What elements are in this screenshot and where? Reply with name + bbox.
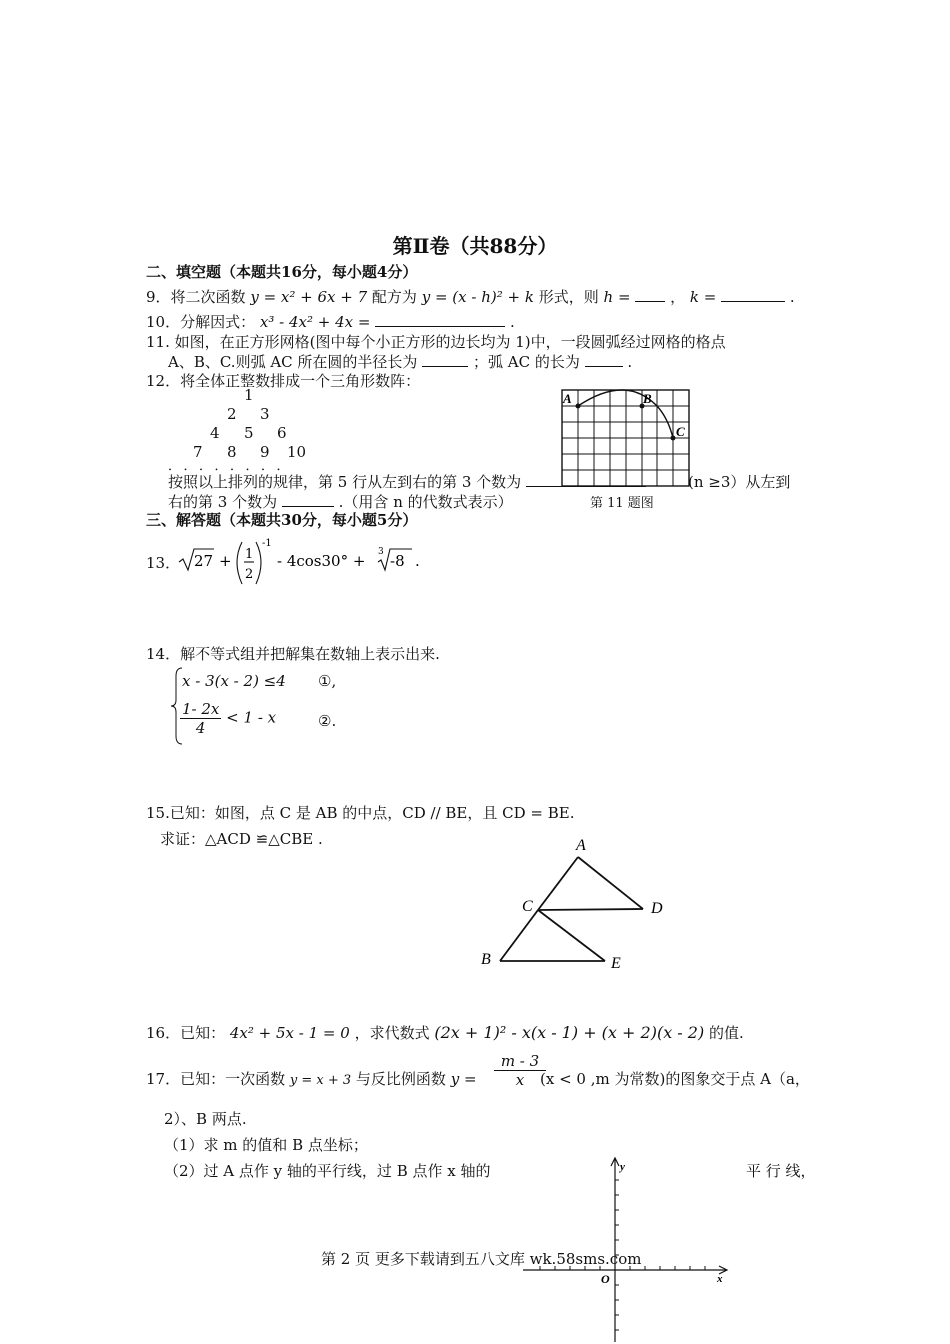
q17-line1-pre: 17．已知：一次函数: [146, 1070, 286, 1088]
question-10: [146, 311, 515, 332]
q13-sqrt-arg: 27: [194, 552, 214, 570]
page-footer: 第 2 页 更多下载请到五八文库 wk.58sms.com: [321, 1250, 642, 1268]
q10-end: .: [509, 313, 515, 331]
q10-expr: x³ - 4x² + 4x =: [259, 313, 371, 331]
q10-prefix: 10．分解因式：: [146, 313, 256, 331]
q12-cell: 4: [210, 424, 220, 442]
q14-frac-num: 1- 2x: [182, 700, 220, 718]
q17-axis-y-label: y: [620, 1161, 625, 1173]
section-heading-fill-in: 二、填空题（本题共16分，每小题4分）: [146, 263, 418, 281]
q15-line1: 15.已知：如图，点 C 是 AB 的中点，CD // BE，且 CD = BE.: [146, 804, 575, 822]
q9-sep: ，: [670, 288, 686, 306]
q17-origin-label: O: [601, 1272, 610, 1286]
q11-line1: 11. 如图，在正方形网格(图中每个小正方形的边长均为 1)中，一段圆弧经过网格的格点: [146, 333, 726, 351]
q17-cond: (x < 0 ,m 为常数)的图象交于点 A（a，: [540, 1070, 810, 1088]
q11-point-a: [576, 404, 581, 409]
q17-linear: y = x + 3: [289, 1073, 352, 1088]
q9-suffix: 形式，则: [538, 288, 599, 306]
q11-line2-end: .: [627, 353, 633, 371]
q13-exp: -1: [262, 538, 272, 549]
q11-label-a: A: [563, 391, 572, 406]
q16-eq: 4x² + 5x - 1 = 0: [229, 1024, 350, 1042]
q14-tag2: ②.: [318, 712, 337, 730]
q13-cube-arg: -8: [390, 552, 405, 570]
q13-end: .: [415, 552, 420, 570]
q17-part2-end: 平 行 线，: [746, 1162, 816, 1180]
q9-k-blank[interactable]: [721, 287, 785, 302]
q11-label-c: C: [676, 424, 685, 439]
q17-frac: [494, 1052, 546, 1089]
q13-rest: - 4cos30° +: [277, 552, 366, 570]
q13-frac-den: 2: [245, 567, 254, 582]
q17-axis-x-label: x: [717, 1273, 723, 1285]
q11-radius-blank[interactable]: [422, 352, 468, 367]
q12-line3-pre: 右的第 3 个数为: [168, 493, 278, 511]
q11-point-c: [671, 436, 676, 441]
q14-ineq2: [180, 700, 276, 737]
q12-number-triangle: [190, 386, 330, 466]
q14-ineq1: x - 3(x - 2) ≤4: [182, 672, 286, 690]
q17-part1: （1）求 m 的值和 B 点坐标；: [164, 1136, 368, 1154]
q9-k-label: k =: [689, 288, 717, 306]
q15-label-b: B: [481, 951, 491, 968]
section-heading-answer: 三、解答题（本题共30分，每小题5分）: [146, 511, 418, 529]
q16-mid: ，求代数式: [354, 1024, 430, 1042]
q12-line1: 12．将全体正整数排成一个三角形数阵：: [146, 372, 421, 390]
q14-frac: [180, 700, 221, 737]
q13-expression: [176, 534, 436, 590]
q17-line2: 2）、B 两点.: [164, 1110, 247, 1128]
q14-ineq2-rest: < 1 - x: [226, 708, 277, 727]
q15-seg-cb: [500, 910, 538, 961]
q17-coordinate-axes: [505, 1152, 745, 1342]
question-9: [146, 286, 795, 307]
q12-cell: 5: [244, 424, 254, 442]
q12-dots: ．．．．．．．．: [168, 459, 299, 474]
q12-cell: 10: [287, 443, 307, 461]
q13-plus: +: [219, 552, 232, 570]
q17-frac-den: x: [515, 1071, 525, 1089]
q11-line2-mid: ；弧 AC 的长为: [472, 353, 580, 371]
q12-blank-1[interactable]: [526, 472, 646, 487]
q12-cell: 9: [260, 443, 270, 461]
q14-tag1: ①,: [318, 672, 337, 690]
q17-line1-mid: 与反比例函数: [355, 1070, 446, 1088]
q10-blank[interactable]: [375, 312, 505, 327]
q11-caption: 第 11 题图: [590, 496, 654, 511]
q14-frac-den: 4: [195, 719, 206, 737]
q11-line2-pre: A、B、C.则弧 AC 所在圆的半径长为: [168, 353, 418, 371]
q9-h-blank[interactable]: [635, 287, 665, 302]
q12-line3-end: .（用含 n 的代数式表示）: [338, 493, 513, 511]
q17-part2-pre: （2）过 A 点作 y 轴的平行线，过 B 点作 x 轴的: [164, 1162, 491, 1180]
q15-line2: 求证：△ACD ≌△CBE .: [160, 830, 323, 848]
q17-frac-num: m - 3: [494, 1052, 546, 1071]
q12-cell: 6: [277, 424, 287, 442]
q15-triangle-figure: [475, 834, 675, 974]
q16-num: 16．已知：: [146, 1024, 226, 1042]
q13-cube-index: 3: [378, 547, 384, 557]
q17-y-eq: y =: [450, 1070, 477, 1088]
q15-label-a: A: [576, 837, 586, 854]
q15-seg-ad: [578, 857, 643, 909]
q15-seg-cd: [538, 909, 643, 910]
q15-seg-ce: [538, 910, 605, 961]
q11-arc-blank[interactable]: [585, 352, 623, 367]
q12-cell: 3: [260, 405, 270, 423]
q12-blank-2[interactable]: [282, 492, 334, 507]
q14-text: 14．解不等式组并把解集在数轴上表示出来.: [146, 645, 440, 663]
q13-frac-num: 1: [245, 547, 254, 562]
q12-cell: 2: [227, 405, 237, 423]
q9-mid: 配方为: [371, 288, 417, 306]
question-16: [146, 1022, 744, 1043]
q9-form: y = (x - h)² + k: [421, 288, 534, 306]
q12-line2-end: (n ≥3）从左到: [688, 473, 791, 491]
q16-end: 的值.: [709, 1024, 744, 1042]
q9-end: .: [789, 288, 795, 306]
q17-line1: [146, 1068, 477, 1089]
q12-cell: 7: [193, 443, 203, 461]
q11-label-b: B: [643, 391, 652, 406]
q15-label-d: D: [651, 900, 663, 917]
q12-cell: 1: [244, 386, 254, 404]
q12-line2-pre: 按照以上排列的规律，第 5 行从左到右的第 3 个数为: [168, 473, 522, 491]
q13-num: 13．: [146, 554, 181, 572]
q15-label-e: E: [611, 955, 621, 972]
q16-expr: (2x + 1)² - x(x - 1) + (x + 2)(x - 2): [434, 1023, 705, 1042]
page-title: 第Ⅱ卷（共88分）: [392, 234, 558, 258]
q11-line2: [168, 351, 632, 372]
q9-h-label: h =: [603, 288, 631, 306]
q9-prefix: 9．将二次函数: [146, 288, 246, 306]
q12-cell: 8: [227, 443, 237, 461]
q12-line2: [168, 471, 646, 492]
q9-func: y = x² + 6x + 7: [250, 288, 368, 306]
q15-seg-ac: [538, 857, 578, 910]
q15-label-c: C: [522, 898, 533, 915]
